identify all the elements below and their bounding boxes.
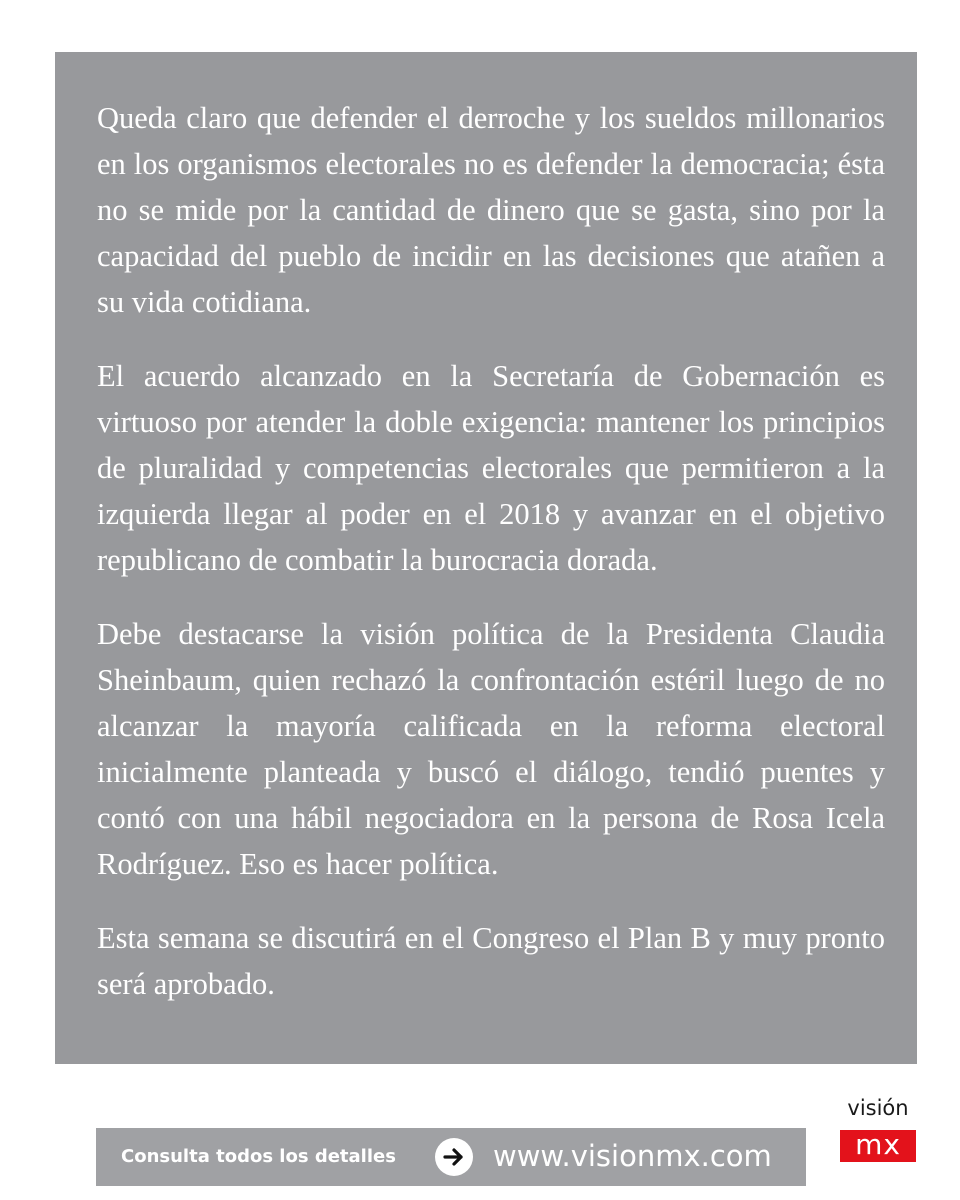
visionmx-logo — [836, 1096, 920, 1162]
article-paragraph-2: El acuerdo alcanzado en la Secretaría de Gobernación es virtuoso por atender la doble exigencia: mantener los principios de pluralidad y competencias electorales que permitieron a la izquierda llegar al poder en el 2018 y avanzar en el objetivo republicano de combatir la burocracia dorada. — [97, 359, 885, 577]
logo-mx-badge: mx — [840, 1130, 916, 1162]
article-paragraph-3: Debe destacarse la visión política de la Presidenta Claudia Sheinbaum, quien rechazó la confrontación estéril luego de no alcanzar la mayoría calificada en la reforma electoral inicialmente planteada y buscó el diálogo, tendió puentes y contó con una hábil negociadora en la persona de Rosa Icela Rodríguez. Eso es hacer política. — [97, 617, 885, 881]
article-card — [55, 52, 917, 1064]
website-link[interactable]: www.visionmx.com — [493, 1139, 772, 1173]
article-paragraph-4: Esta semana se discutirá en el Congreso el Plan B y muy pronto será aprobado. — [97, 921, 885, 1001]
logo-word: visión — [847, 1096, 909, 1120]
article-paragraph-1: Queda claro que defender el derroche y los sueldos millonarios en los organismos electorales no es defender la democracia; ésta no se mide por la cantidad de dinero que se gasta, sino por la capacidad del pueblo de incidir en las decisiones que atañen a su vida cotidiana. — [97, 101, 885, 319]
arrow-right-icon[interactable] — [435, 1138, 473, 1176]
footer-cta-text: Consulta todos los detalles — [121, 1146, 396, 1167]
footer-link-bar[interactable] — [96, 1128, 806, 1186]
